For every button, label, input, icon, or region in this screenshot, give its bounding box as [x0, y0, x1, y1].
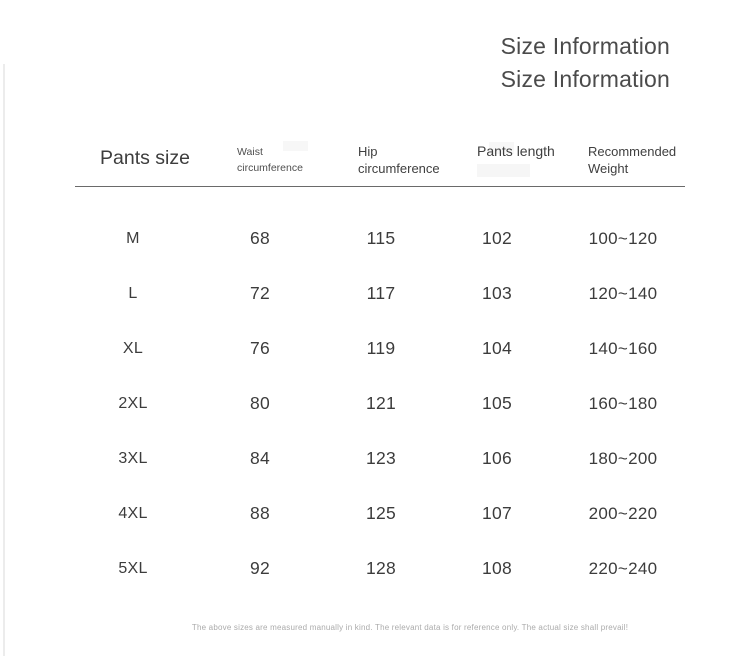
- cell-length: 108: [481, 558, 513, 578]
- cell-size: L: [128, 284, 138, 302]
- cell-hip: 117: [366, 283, 396, 303]
- table-row: [75, 541, 685, 596]
- cell-length: 103: [481, 283, 513, 303]
- cell-weight: 160~180: [588, 393, 658, 413]
- cell-hip: 115: [366, 228, 396, 248]
- cell-weight: 140~160: [588, 338, 658, 358]
- cell-weight: 180~200: [588, 448, 658, 468]
- column-header-weight: Recommended Weight: [588, 144, 677, 176]
- cell-waist: 72: [249, 283, 271, 303]
- cell-weight: 100~120: [588, 228, 658, 248]
- page-title-duplicate: Size Information: [500, 66, 670, 92]
- cell-hip: 121: [365, 393, 397, 413]
- page-title: Size Information: [500, 33, 670, 59]
- table-row: [75, 266, 685, 321]
- cell-weight: 120~140: [588, 283, 658, 303]
- column-header-pants-length: Pants length: [477, 143, 555, 159]
- table-row: [75, 321, 685, 376]
- column-header-pants-size: Pants size: [100, 147, 190, 169]
- cell-size: 4XL: [118, 504, 148, 522]
- cell-size: XL: [122, 339, 144, 357]
- cell-hip: 125: [365, 503, 397, 523]
- cell-waist: 76: [249, 338, 271, 358]
- footnote: The above sizes are measured manually in kind. The relevant data is for reference only. The actual size shall prevail!: [191, 623, 629, 632]
- cell-hip: 123: [365, 448, 397, 468]
- cell-length: 102: [481, 228, 513, 248]
- cell-weight: 200~220: [588, 503, 658, 523]
- cell-waist: 88: [249, 503, 271, 523]
- table-row: [75, 211, 685, 266]
- column-header-waist: Waist circumference: [237, 146, 303, 174]
- cell-size: 5XL: [118, 559, 148, 577]
- cell-waist: 80: [249, 393, 271, 413]
- cell-hip: 128: [365, 558, 397, 578]
- cell-hip: 119: [366, 338, 396, 358]
- size-table: [75, 139, 685, 596]
- cell-length: 104: [481, 338, 513, 358]
- column-header-hip: Hip circumference: [358, 144, 440, 176]
- table-row: [75, 376, 685, 431]
- cell-waist: 84: [249, 448, 271, 468]
- table-header-row: [75, 139, 685, 187]
- cell-waist: 92: [249, 558, 271, 578]
- title-block: [501, 30, 670, 96]
- cell-length: 107: [481, 503, 513, 523]
- cell-size: 3XL: [118, 449, 148, 467]
- cell-length: 106: [481, 448, 513, 468]
- table-row: [75, 486, 685, 541]
- cell-size: 2XL: [118, 394, 148, 412]
- cell-length: 105: [481, 393, 513, 413]
- table-row: [75, 431, 685, 486]
- cell-weight: 220~240: [588, 558, 658, 578]
- table-body: [75, 187, 685, 596]
- page-edge-line: [3, 64, 5, 656]
- cell-size: M: [126, 229, 140, 247]
- cell-waist: 68: [249, 228, 271, 248]
